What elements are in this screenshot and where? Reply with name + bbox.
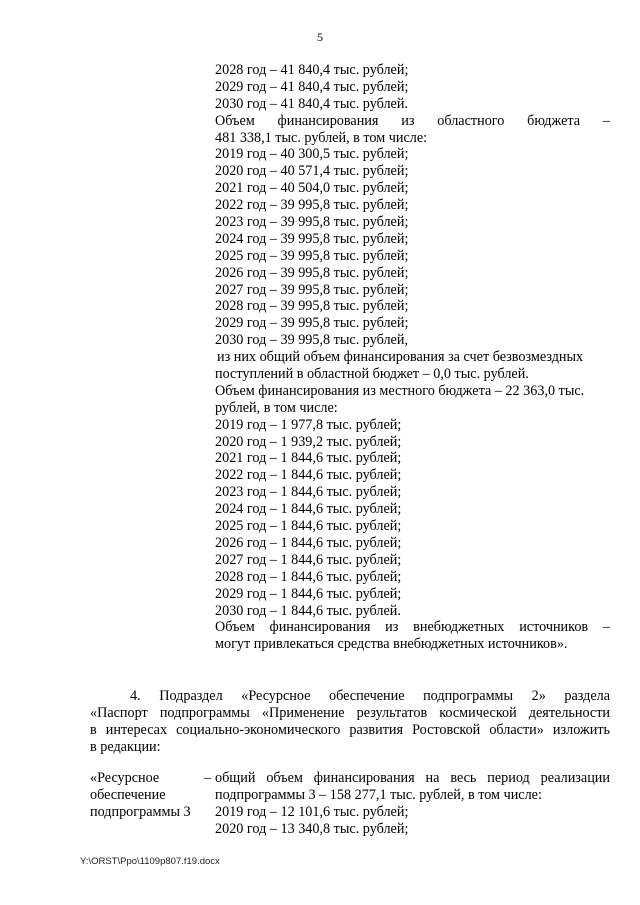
passport-row — [90, 787, 610, 804]
regional-budget-year: 2029 год – 39 995,8 тыс. рублей; — [215, 315, 409, 332]
local-budget-total: рублей, в том числе: — [215, 399, 338, 416]
local-budget-year: 2026 год – 1 844,6 тыс. рублей; — [215, 534, 402, 551]
passport-row — [90, 770, 610, 787]
local-budget-year: 2030 год – 1 844,6 тыс. рублей. — [215, 602, 401, 619]
local-budget-year: 2019 год – 1 977,8 тыс. рублей; — [215, 416, 402, 433]
passport-dash: – — [204, 770, 212, 786]
item-4-paragraph — [90, 688, 610, 756]
regional-budget-year: 2023 год – 39 995,8 тыс. рублей; — [215, 214, 409, 231]
regional-budget-year: 2021 год – 40 504,0 тыс. рублей; — [215, 180, 409, 197]
local-budget-year: 2028 год – 1 844,6 тыс. рублей; — [215, 568, 402, 585]
grants-note-line2: поступлений в областной бюджет – 0,0 тыс. рублей. — [215, 366, 529, 383]
local-budget-year: 2024 год – 1 844,6 тыс. рублей; — [215, 501, 402, 518]
item-4-line: 4. Подраздел «Ресурсное обеспечение подпрограммы 2» раздела — [130, 688, 610, 704]
page-number: 5 — [317, 30, 323, 44]
passport-value: 2020 год – 13 340,8 тыс. рублей; — [215, 821, 409, 837]
local-budget-year: 2027 год – 1 844,6 тыс. рублей; — [215, 551, 402, 568]
regional-budget-year: 2028 год – 39 995,8 тыс. рублей; — [215, 298, 409, 315]
passport-row — [90, 821, 610, 838]
local-budget-heading: Объем финансирования из местного бюджета – 22 363,0 тыс. — [215, 382, 585, 399]
regional-budget-year: 2027 год – 39 995,8 тыс. рублей; — [215, 281, 409, 298]
item-4-line: в интересах социально-экономического развития Ростовской области» изложить — [90, 722, 610, 738]
extrabudgetary-note: могут привлекаться средства внебюджетных источников». — [215, 636, 568, 653]
item-4-line: в редакции: — [90, 739, 161, 755]
funding-text-block — [215, 62, 610, 653]
local-budget-year: 2029 год – 1 844,6 тыс. рублей; — [215, 585, 402, 602]
regional-budget-year: 2020 год – 40 571,4 тыс. рублей; — [215, 163, 409, 180]
passport-label: обеспечение — [90, 787, 166, 803]
regional-budget-heading: Объем финансирования из областного бюджета – — [215, 112, 610, 129]
regional-budget-year: 2025 год – 39 995,8 тыс. рублей; — [215, 247, 409, 264]
passport-value: подпрограммы 3 – 158 277,1 тыс. рублей, в том числе: — [215, 787, 542, 803]
passport-label: подпрограммы 3 — [90, 804, 191, 820]
regional-budget-year: 2026 год – 39 995,8 тыс. рублей; — [215, 264, 409, 281]
passport-label: «Ресурсное — [90, 770, 160, 786]
regional-budget-year: 2022 год – 39 995,8 тыс. рублей; — [215, 197, 409, 214]
regional-budget-year: 2030 год – 39 995,8 тыс. рублей, — [215, 332, 408, 349]
file-path-footer: Y:\ORST\Ppo\1109p807.f19.docx — [80, 856, 220, 867]
local-budget-year: 2025 год – 1 844,6 тыс. рублей; — [215, 518, 402, 535]
passport-value: 2019 год – 12 101,6 тыс. рублей; — [215, 804, 409, 820]
continuation-line: 2029 год – 41 840,4 тыс. рублей; — [215, 78, 409, 95]
regional-budget-year: 2024 год – 39 995,8 тыс. рублей; — [215, 230, 409, 247]
continuation-line: 2030 год – 41 840,4 тыс. рублей. — [215, 95, 408, 112]
continuation-line: 2028 год – 41 840,4 тыс. рублей; — [215, 62, 409, 78]
extrabudgetary-heading: Объем финансирования из внебюджетных источников – — [215, 619, 610, 636]
passport-value: общий объем финансирования на весь период реализации — [215, 770, 610, 786]
resource-provision-passport — [90, 770, 610, 838]
passport-row — [90, 804, 610, 821]
regional-budget-total: 481 338,1 тыс. рублей, в том числе: — [215, 129, 428, 146]
local-budget-year: 2020 год – 1 939,2 тыс. рублей; — [215, 433, 402, 450]
item-4-line: «Паспорт подпрограммы «Применение результатов космической деятельности — [90, 705, 610, 721]
regional-budget-year: 2019 год – 40 300,5 тыс. рублей; — [215, 146, 409, 163]
local-budget-year: 2023 год – 1 844,6 тыс. рублей; — [215, 484, 402, 501]
local-budget-year: 2021 год – 1 844,6 тыс. рублей; — [215, 450, 402, 467]
local-budget-year: 2022 год – 1 844,6 тыс. рублей; — [215, 467, 402, 484]
grants-note-line1: из них общий объем финансирования за счет безвозмездных — [217, 349, 584, 366]
